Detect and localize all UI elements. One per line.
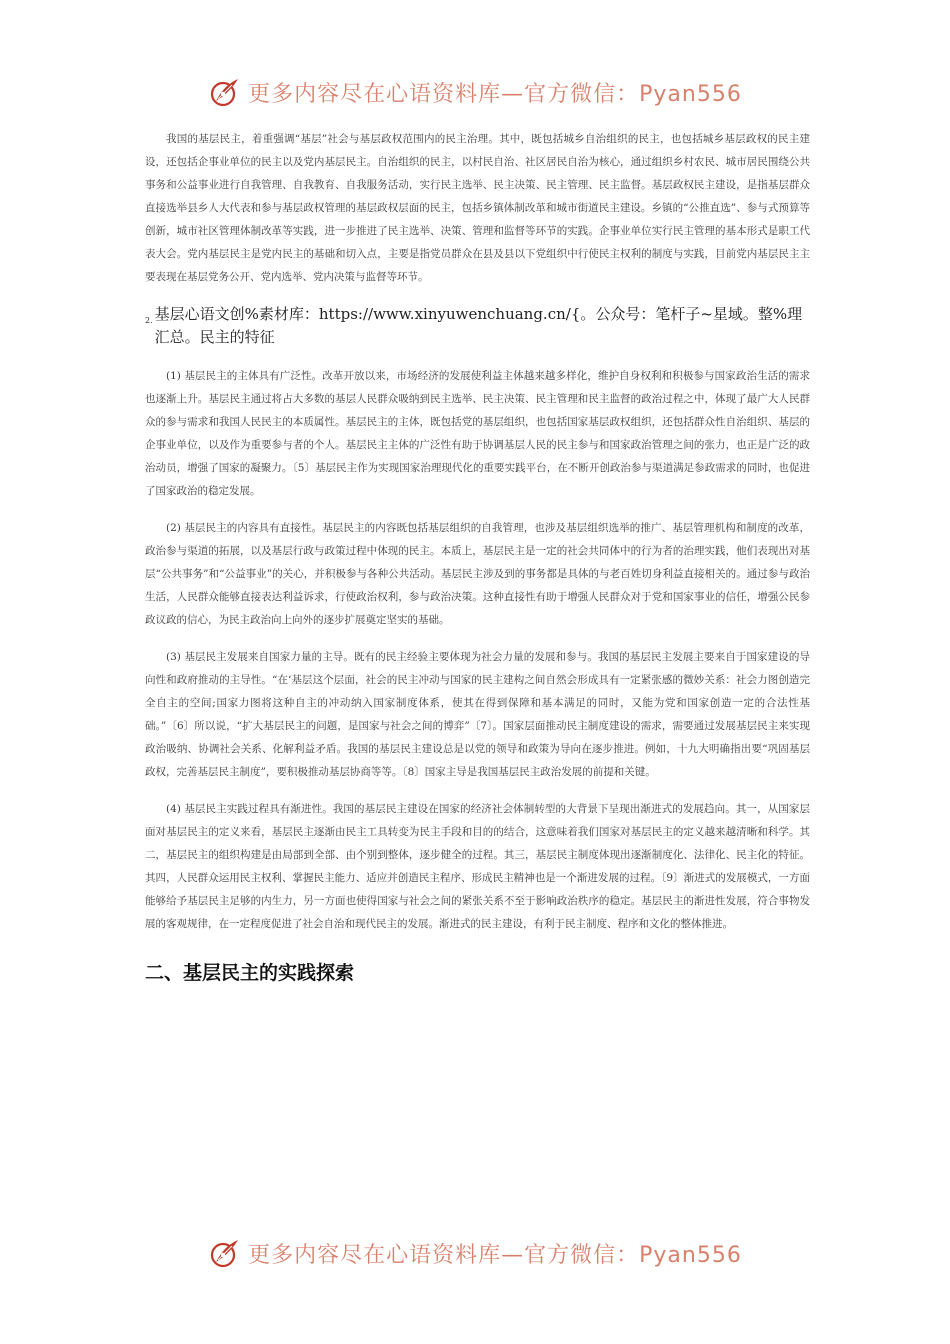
section-number: 2.	[145, 316, 153, 325]
quill-logo-icon	[208, 75, 242, 109]
banner-content	[208, 75, 742, 109]
section-heading	[145, 303, 810, 349]
banner-content-bottom	[208, 1236, 742, 1270]
feature-paragraph-4: (4) 基层民主实践过程具有渐进性。我国的基层民主建设在国家的经济社会体制转型的大背景下呈现出渐进式的发展趋向。其一，从国家层面对基层民主的定义来看，基层民主逐渐由民主工具转变为民主手段和目的的结合，这意味着我们国家对基层民主的定义越来越清晰和科学。其二，基层民主的组织构建是由局部到全部、由个别到整体，逐步健全的过程。其三，基层民主制度体现出逐渐制度化、法律化、民主化的特征。其四，人民群众运用民主权利、掌握民主能力、适应并创造民主程序、形成民主精神也是一个渐进发展的过程。〔9〕渐进式的发展模式，一方面能够给予基层民主足够的内生力，另一方面也使得国家与社会之间的紧张关系不至于影响政治秩序的稳定。基层民主的渐进性发展，符合事物发展的客观规律，在一定程度促进了社会自治和现代民主的发展。渐进式的民主建设，有利于民主制度、程序和文化的整体推进。	[145, 803, 810, 930]
footer-banner	[0, 1231, 950, 1275]
feature-paragraph-3: (3) 基层民主发展来自国家力量的主导。既有的民主经验主要体现为社会力量的发展和参与。我国的基层民主发展主要来自于国家建设的导向性和政府推动的主导性。“在‘基层这个层面，社会的民主冲动与国家的民主建构之间自然会形成具有一定紧张感的微妙关系：社会力图创造完全自主的空间;国家力图将这种自主的冲动纳入国家制度体系，使其在得到保障和基本满足的同时，又能为党和国家创造一定的合法性基础。”〔6〕所以说，“扩大基层民主的问题，是国家与社会之间的博弈”〔7〕。国家层面推动民主制度建设的需求，需要通过发展基层民主来实现政治吸纳、协调社会关系、化解利益矛盾。我国的基层民主建设总是以党的领导和政策为导向在逐步推进。例如，十九大明确指出要“巩固基层政权，完善基层民主制度”，要积极推动基层协商等等。〔8〕国家主导是我国基层民主政治发展的前提和关键。	[145, 651, 810, 778]
feature-paragraph-2: (2) 基层民主的内容具有直接性。基层民主的内容既包括基层组织的自我管理，也涉及基层组织选举的推广、基层管理机构和制度的改革，政治参与渠道的拓展，以及基层行政与政策过程中体现的民主。本质上，基层民主是一定的社会共同体中的行为者的治理实践，他们表现出对基层“公共事务”和“公益事业”的关心，并积极参与各种公共活动。基层民主涉及到的事务都是具体的与老百姓切身利益直接相关的。通过参与政治生活，人民群众能够直接表达利益诉求，行使政治权利，参与政治决策。这种直接性有助于增强人民群众对于党和国家事业的信任，增强公民参政议政的信心，为民主政治向上向外的逐步扩展奠定坚实的基础。	[145, 522, 810, 626]
chapter-heading: 二、基层民主的实践探索	[145, 962, 355, 984]
quill-logo-icon	[208, 1236, 242, 1270]
section-title: 基层心语文创%素材库：https://www.xinyuwenchuang.cn/{。公众号：笔杆子~星域。整%理汇总。民主的特征	[154, 305, 803, 346]
banner-text: 更多内容尽在心语资料库—官方微信：Pyan556	[248, 81, 742, 107]
header-banner	[0, 70, 950, 114]
feature-paragraph-1: (1) 基层民主的主体具有广泛性。改革开放以来，市场经济的发展使利益主体越来越多样化，维护自身权利和积极参与国家政治生活的需求也逐渐上升。基层民主通过将占大多数的基层人民群众吸纳到民主选举、民主决策、民主管理和民主监督的政治过程之中，体现了最广大人民群众的参与需求和我国人民民主的本质属性。基层民主的主体，既包括党的基层组织，也包括国家基层政权组织，还包括群众性自治组织、基层的企事业单位，以及作为重要参与者的个人。基层民主主体的广泛性有助于协调基层人民的民主参与和国家政治管理之间的张力，也正是广泛的政治动员，增强了国家的凝聚力。〔5〕基层民主作为实现国家治理现代化的重要实践平台，在不断开创政治参与渠道满足参政需求的同时，也促进了国家政治的稳定发展。	[145, 370, 810, 497]
document-body	[145, 128, 810, 985]
banner-text: 更多内容尽在心语资料库—官方微信：Pyan556	[248, 1242, 742, 1268]
intro-paragraph: 我国的基层民主，着重强调“基层”社会与基层政权范围内的民主治理。其中，既包括城乡自治组织的民主，也包括城乡基层政权的民主建设，还包括企事业单位的民主以及党内基层民主。自治组织的民主，以村民自治、社区居民自治为核心，通过组织乡村农民、城市居民围绕公共事务和公益事业进行自我管理、自我教育、自我服务活动，实行民主选举、民主决策、民主管理、民主监督。基层政权民主建设，是指基层群众直接选举县乡人大代表和参与基层政权管理的基层政权层面的民主，包括乡镇体制改革和城市街道民主建设。乡镇的“公推直选”、参与式预算等创新，城市社区管理体制改革等实践，进一步推进了民主选举、决策、管理和监督等环节的实践。企事业单位实行民主管理的基本形式是职工代表大会。党内基层民主是党内民主的基础和切入点，主要是指党员群众在县及县以下党组织中行使民主权利的制度与实践，目前党内基层民主主要表现在基层党务公开、党内选举、党内决策与监督等环节。	[145, 133, 810, 283]
